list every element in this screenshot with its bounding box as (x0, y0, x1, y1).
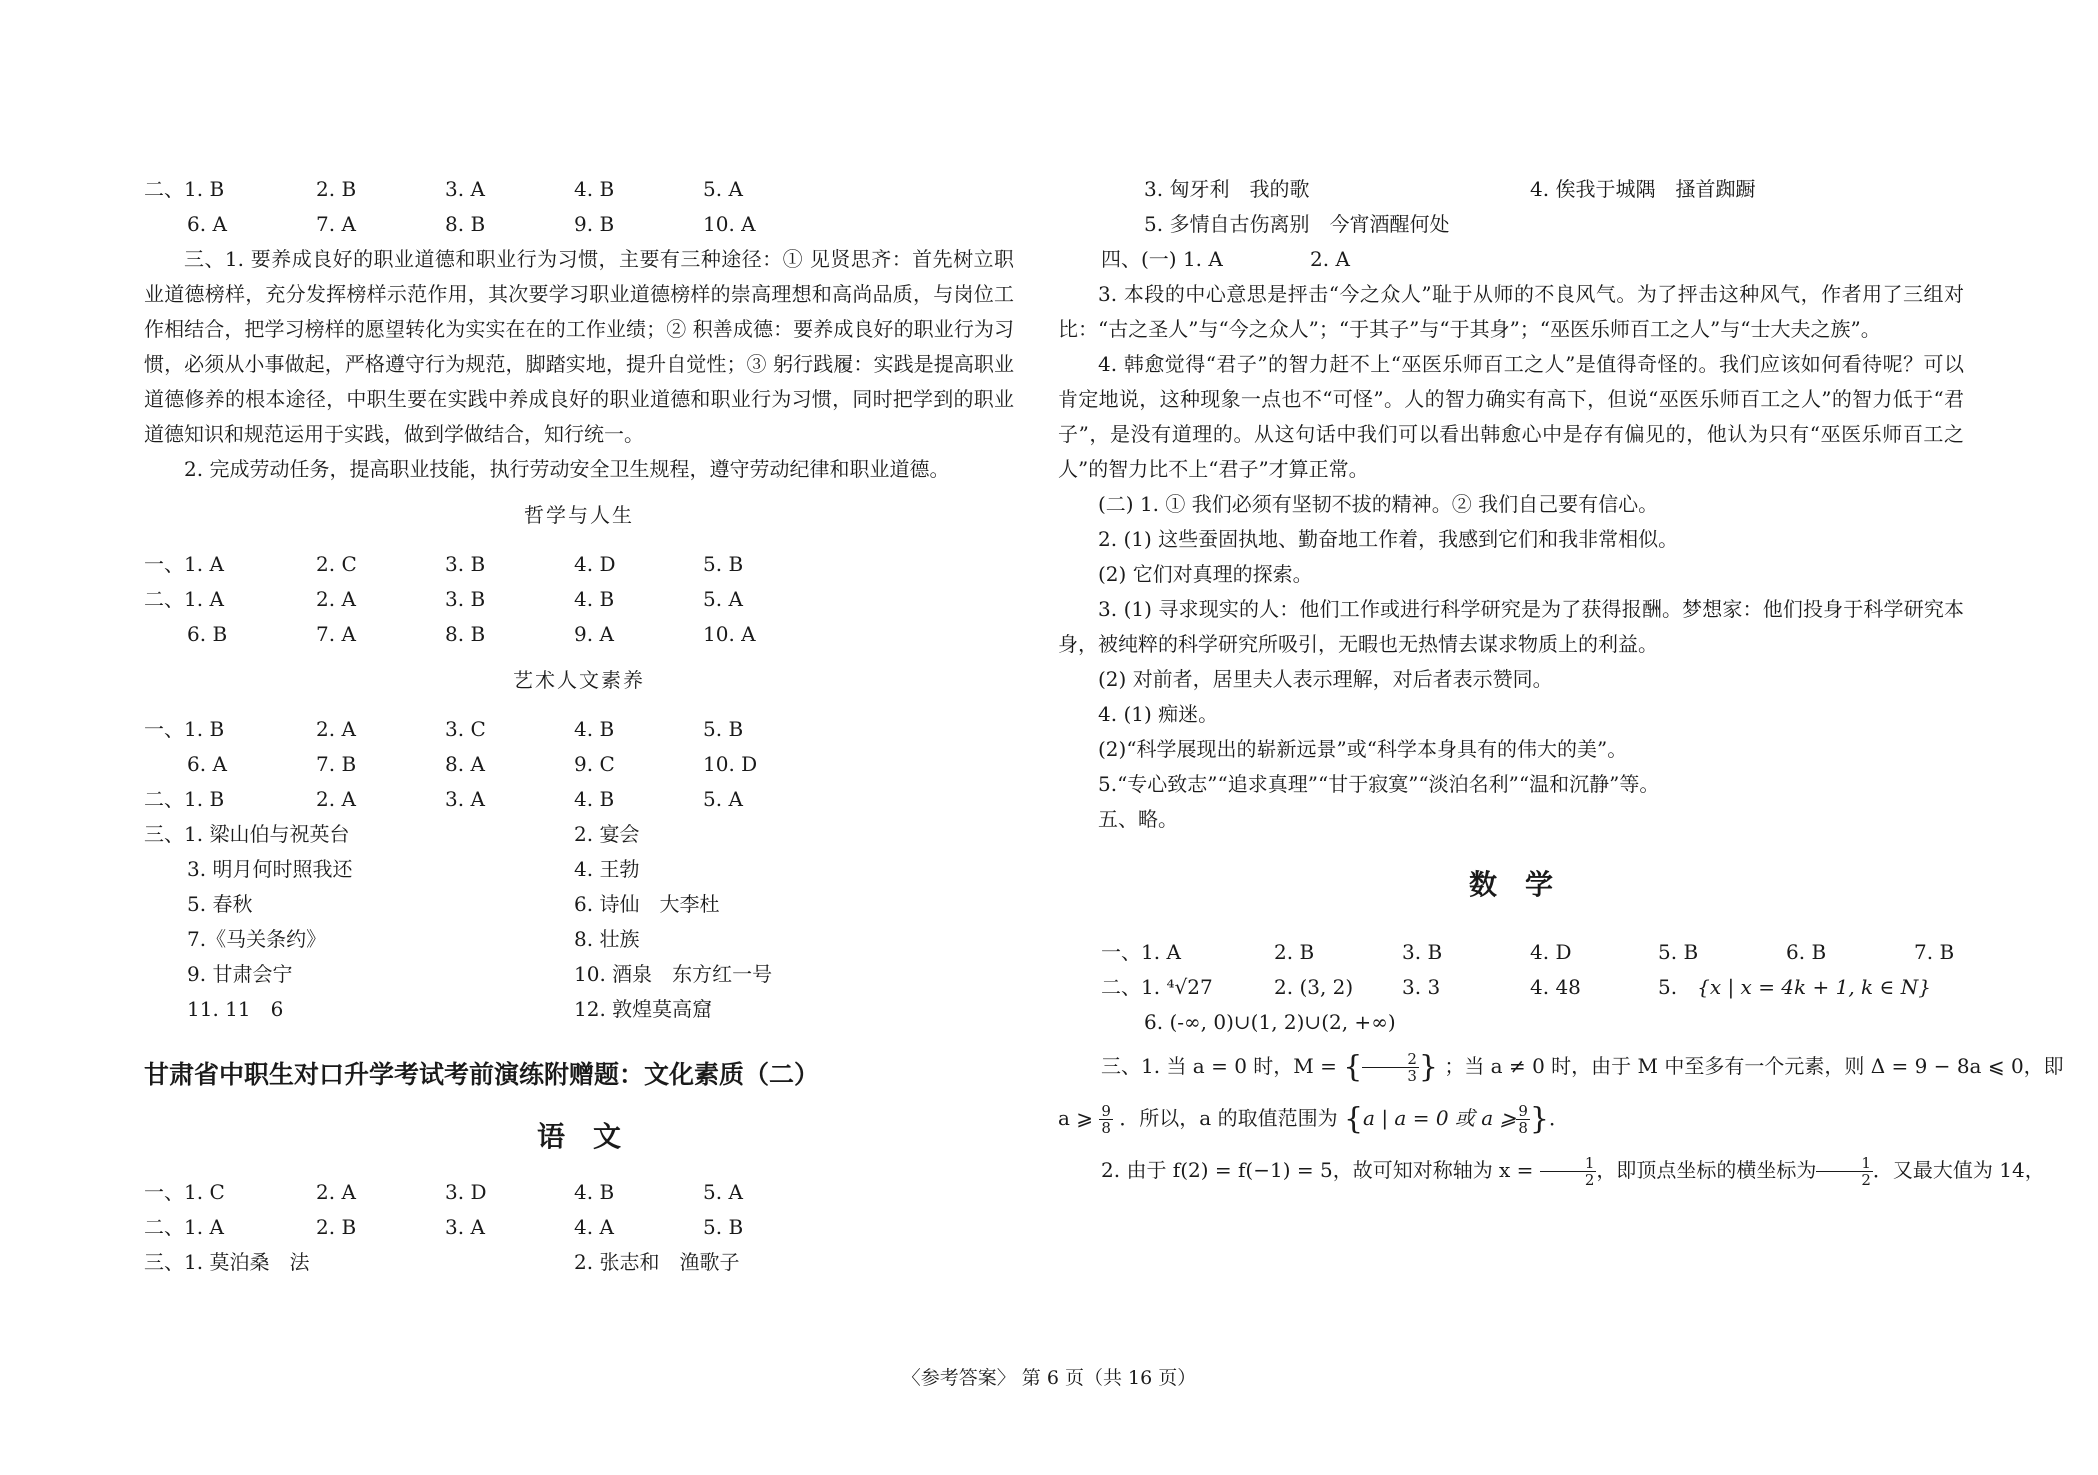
fraction (1362, 1051, 1419, 1084)
answer-item: 4. B (574, 787, 615, 811)
answer-paragraph: 4. 韩愈觉得“君子”的智力赶不上“巫医乐师百工之人”是值得奇怪的。我们应该如何看待呢？可以肯定地说，这种现象一点也不“可怪”。人的智力确实有高下，但说“巫医乐师百工之人”的智力低于“君子”，是没有道理的。从这句话中我们可以看出韩愈心中是存有偏见的，他认为只有“巫医乐师百工之人”的智力比不上“君子”才算正常。 (1058, 352, 1964, 481)
answer-item: 7. B (316, 752, 357, 776)
answer-item: 3. A (445, 1215, 485, 1239)
answer-item: 11. 11 6 (187, 997, 284, 1021)
answer-row (144, 1210, 1014, 1245)
answer-item: 4. B (574, 1180, 615, 1204)
answer-item: 5. B (1658, 940, 1699, 964)
answer-item: 二、1. B (144, 787, 225, 811)
answer-item: 2. B (1274, 940, 1315, 964)
answer-row (144, 582, 1014, 617)
answer-item: 三、1. 莫泊桑 法 (144, 1250, 310, 1274)
math-text: a ⩾ (1058, 1106, 1094, 1130)
answer-item: 一、1. C (144, 1180, 225, 1204)
math-text: 三、1. 当 a = 0 时，M = (1101, 1054, 1337, 1078)
answer-item: 4. 48 (1530, 975, 1581, 999)
answer-paragraph: (二) 1. ① 我们必须有坚韧不拔的精神。② 我们自己要有信心。 (1098, 492, 1659, 516)
answer-item: 6. 诗仙 大李杜 (574, 892, 720, 916)
item-number: 5. (1658, 975, 1678, 999)
brace-right-icon: } (1418, 1049, 1438, 1085)
brace-left-icon: { (1343, 1049, 1363, 1085)
answer-item: 6. B (187, 622, 228, 646)
answer-item: 二、1. A (144, 587, 224, 611)
answer-row (1058, 242, 1964, 277)
answer-item: 9. C (574, 752, 615, 776)
math-text: ．所以，a 的取值范围为 (1119, 1106, 1338, 1130)
math-text: 2. 由于 f(2) = f(−1) = 5，故可知对称轴为 x = (1101, 1158, 1534, 1182)
answer-row (144, 852, 1014, 887)
answer-item: 6. A (187, 212, 227, 236)
answer-row (144, 922, 1014, 957)
answer-item: 三、1. 梁山伯与祝英台 (144, 822, 350, 846)
answer-row (1058, 1005, 1964, 1040)
denominator: 8 (1518, 1119, 1528, 1137)
numerator: 9 (1101, 1102, 1111, 1120)
math-line (1058, 1144, 2045, 1196)
answer-paragraph: 5.“专心致志”“追求真理”“甘于寂寞”“淡泊名利”“温和沉静”等。 (1098, 772, 1660, 796)
answer-paragraph: 三、1. 要养成良好的职业道德和职业行为习惯，主要有三种途径：① 见贤思齐：首先树立职业道德榜样，充分发挥榜样示范作用，其次要学习职业道德榜样的崇高理想和高尚品质，与岗位工作相结合，把学习榜样的愿望转化为实实在在的工作业绩；② 积善成德：要养成良好的职业行为习惯，必须从小事做起，严格遵守行为规范，脚踏实地，提升自觉性；③ 躬行践履：实践是提高职业道德修养的根本途径，中职生要在实践中养成良好的职业道德和职业行为习惯，同时把学到的职业道德知识和规范运用于实践，做到学做结合，知行统一。 (144, 247, 1014, 446)
answer-item: 一、1. A (1101, 940, 1181, 964)
answer-paragraph: (2) 它们对真理的探索。 (1098, 562, 1313, 586)
answer-item: 4. 俟我于城隅 搔首踟蹰 (1530, 177, 1756, 201)
answer-item: 2. A (316, 717, 356, 741)
answer-item: 2. A (316, 1180, 356, 1204)
answer-item: 5. B (703, 717, 744, 741)
math-text: ；当 a ≠ 0 时，由于 M 中至多有一个元素，则 Δ = 9 − 8a ⩽ 0，即 (1444, 1054, 2064, 1078)
answer-row (1058, 970, 1964, 1005)
answer-row (144, 712, 1014, 747)
answer-item: 6. A (187, 752, 227, 776)
left-column (144, 172, 1014, 1280)
answer-item: 2. B (316, 177, 357, 201)
numerator: 1 (1540, 1155, 1597, 1172)
fraction (1516, 1103, 1530, 1136)
answer-item: 5. B (703, 552, 744, 576)
answer-row (144, 1245, 1014, 1280)
answer-paragraph: (2) 对前者，居里夫人表示理解，对后者表示赞同。 (1098, 667, 1553, 691)
answer-item: 3. B (445, 587, 486, 611)
answer-item: 2. A (316, 587, 356, 611)
answer-item: 3. 3 (1402, 975, 1441, 999)
answer-item: 5. B (703, 1215, 744, 1239)
answer-item: 2. A (1310, 247, 1350, 271)
answer-item: 5. 春秋 (187, 892, 253, 916)
math-line: a ⩾ $\frac{9}{8}$ ．所以，a 的取值范围为 {a | a = 0 或 a ⩾ $\frac{9}{8}$ }． (1058, 1101, 1569, 1137)
answer-row (144, 782, 1014, 817)
answer-item: 6. B (1786, 940, 1827, 964)
answer-row (1058, 935, 1964, 970)
answer-item: 2. (3, 2) (1274, 975, 1354, 999)
answer-item: 3. 匈牙利 我的歌 (1144, 177, 1310, 201)
answer-item: 2. B (316, 1215, 357, 1239)
answer-item: 一、1. B (144, 717, 225, 741)
fraction (1099, 1103, 1113, 1136)
answer-item: 7. B (1914, 940, 1955, 964)
answer-item: 4. B (574, 717, 615, 741)
answer-item: 3. 明月何时照我还 (187, 857, 353, 881)
answer-item: 8. 壮族 (574, 927, 640, 951)
answer-item: 9. 甘肃会宁 (187, 962, 293, 986)
denominator: 2 (1861, 1171, 1871, 1189)
item-number: 二、1. (1101, 975, 1161, 999)
answer-item: 6. (-∞, 0)∪(1, 2)∪(2, +∞) (1144, 1010, 1396, 1034)
answer-row (1058, 207, 1964, 242)
answer-item: 12. 敦煌莫高窟 (574, 997, 713, 1021)
answer-item: 2. A (316, 787, 356, 811)
answer-item: 2. C (316, 552, 357, 576)
answer-paragraph: 4. (1) 痴迷。 (1098, 702, 1219, 726)
answer-row (144, 207, 1014, 242)
answer-item: 3. B (1402, 940, 1443, 964)
answer-item: 8. A (445, 752, 485, 776)
answer-item: 10. A (703, 212, 756, 236)
answer-item: 5. A (703, 787, 743, 811)
answer-row (144, 747, 1014, 782)
answer-item: 3. A (445, 787, 485, 811)
answer-item: 10. A (703, 622, 756, 646)
answer-item: 4. 王勃 (574, 857, 640, 881)
answer-item: 8. B (445, 622, 486, 646)
brace-left-icon: { (1343, 1101, 1364, 1137)
answer-item (1101, 970, 1213, 1005)
fraction (1540, 1155, 1597, 1188)
answer-row (144, 957, 1014, 992)
denominator: 3 (1407, 1067, 1417, 1085)
answer-item: 3. B (445, 552, 486, 576)
numerator: 2 (1362, 1051, 1419, 1068)
section-heading-chinese: 语 文 (536, 1120, 621, 1153)
answer-item: 4. A (574, 1215, 614, 1239)
answer-item: 二、1. A (144, 1215, 224, 1239)
answer-item: 7. A (316, 212, 356, 236)
answer-item: 5. 多情自古伤离别 今宵酒醒何处 (1144, 212, 1450, 236)
numerator: 9 (1518, 1102, 1528, 1120)
answer-item: 4. D (1530, 940, 1572, 964)
answer-item: 3. D (445, 1180, 487, 1204)
answer-row (144, 172, 1014, 207)
answer-item: 4. D (574, 552, 616, 576)
right-column (1058, 172, 2064, 1196)
answer-item: 5. A (703, 177, 743, 201)
math-line (1058, 1040, 2064, 1092)
answer-item: 2. 宴会 (574, 822, 640, 846)
answer-item (1658, 970, 1931, 1005)
set-expression: {x | x = 4k + 1, k ∈ N} (1697, 975, 1931, 999)
set-expression: a | a = 0 或 a ⩾ (1363, 1106, 1517, 1130)
answer-item: 5. A (703, 587, 743, 611)
answer-item: 7.《马关条约》 (187, 927, 327, 951)
answer-item: 3. C (445, 717, 486, 741)
denominator: 8 (1101, 1119, 1111, 1137)
answer-item: 四、(一) 1. A (1101, 247, 1223, 271)
section-heading-math: 数 学 (1468, 868, 1553, 901)
answer-paragraph: 3. (1) 寻求现实的人：他们工作或进行科学研究是为了获得报酬。梦想家：他们投身于科学研究本身，被纯粹的科学研究所吸引，无暇也无热情去谋求物质上的利益。 (1058, 597, 1964, 656)
answer-item: 8. B (445, 212, 486, 236)
answer-item: 二、1. B (144, 177, 225, 201)
numerator: 1 (1816, 1155, 1873, 1172)
denominator: 2 (1584, 1171, 1595, 1189)
math-text: ，即顶点坐标的横坐标为 (1596, 1158, 1817, 1182)
answer-row (144, 992, 1014, 1027)
answer-item: 5. A (703, 1180, 743, 1204)
answer-item: 10. 酒泉 东方红一号 (574, 962, 773, 986)
page-footer: 〈参考答案〉 第 6 页（共 16 页） (901, 1367, 1197, 1389)
answer-paragraph: 2. 完成劳动任务，提高职业技能，执行劳动安全卫生规程，遵守劳动纪律和职业道德。 (184, 457, 950, 481)
section-heading-art: 艺术人文素养 (513, 668, 645, 692)
answer-item: 10. D (703, 752, 758, 776)
answer-paragraph: 五、略。 (1098, 807, 1178, 831)
answer-item: 一、1. A (144, 552, 224, 576)
answer-row (144, 817, 1014, 852)
answer-paragraph: (2)“科学展现出的崭新远景”或“科学本身具有的伟大的美”。 (1098, 737, 1628, 761)
answer-row (144, 547, 1014, 582)
brace-right-icon: } (1529, 1101, 1549, 1137)
answer-item: 9. B (574, 212, 615, 236)
answer-paragraph: 3. 本段的中心意思是抨击“今之众人”耻于从师的不良风气。为了抨击这种风气，作者用了三组对比：“古之圣人”与“今之众人”；“于其子”与“于其身”；“巫医乐师百工之人”与“士大夫之族”。 (1058, 282, 1964, 341)
answer-item: 4. B (574, 177, 615, 201)
answer-row (144, 887, 1014, 922)
answer-row (1058, 172, 1964, 207)
math-text: ．又最大值为 14， (1872, 1158, 2045, 1182)
answer-paragraph: 2. (1) 这些蚕固执地、勤奋地工作着，我感到它们和我非常相似。 (1098, 527, 1679, 551)
fraction (1816, 1155, 1873, 1188)
answer-item: 2. 张志和 渔歌子 (574, 1250, 740, 1274)
answer-row (144, 1175, 1014, 1210)
answer-item: 9. A (574, 622, 614, 646)
root-expression: ⁴√27 (1166, 975, 1213, 999)
section-title: 甘肃省中职生对口升学考试考前演练附赠题：文化素质（二） (144, 1060, 820, 1089)
answer-item: 4. B (574, 587, 615, 611)
answer-item: 7. A (316, 622, 356, 646)
answer-item: 3. A (445, 177, 485, 201)
answer-row (144, 617, 1014, 652)
section-heading-philosophy: 哲学与人生 (524, 503, 634, 527)
